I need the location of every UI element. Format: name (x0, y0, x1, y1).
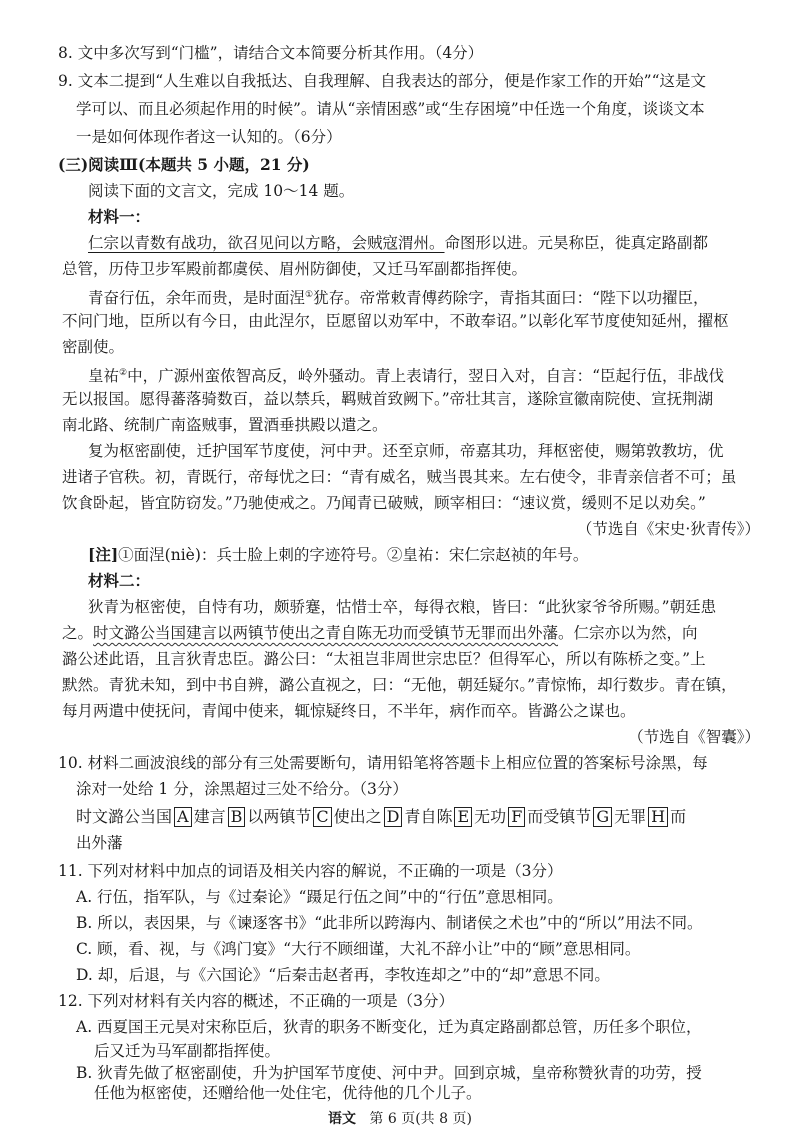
break-option-a[interactable]: A (174, 807, 192, 827)
footnote-mark: ② (119, 368, 128, 378)
material-1-p2-line-1 (88, 284, 709, 309)
break-option-c[interactable]: C (313, 807, 331, 827)
question-8: 8. 文中多次写到“门槛”，请结合文本简要分析其作用。（4分） (58, 44, 484, 62)
material-1-p2-line-3: 密副使。 (62, 338, 125, 356)
question-9-line-2: 学可以、而且必须起作用的时候”。请从“亲情困惑”或“生存困境”中任选一个角度，谈谈文本 (76, 100, 705, 118)
note-label: [注] (88, 545, 119, 564)
segment: 使出之 (333, 807, 382, 826)
material-1-p4-line-2: 进诸子官秩。初，青既行，帝每忧之曰：“青有威名，贼当畏其来。左右使令，非青亲信者不可；虽 (62, 468, 737, 486)
question-11-stem: 11. 下列对材料中加点的词语及相关内容的解说，不正确的一项是（3分） (58, 862, 563, 880)
text-segment: 。仁宗亦以为然，向 (558, 624, 698, 642)
segment: 建言 (193, 807, 226, 826)
text-segment: 命图形以进。元昊称臣，徙真定路副都 (444, 234, 709, 252)
text-segment: 皇祐 (88, 367, 120, 386)
question-11-option-c[interactable]: C. 顾，看、视，与《鸿门宴》“大行不顾细谨，大礼不辞小让”中的“顾”意思相同。 (76, 940, 641, 958)
segment: 时文潞公当国 (76, 807, 173, 826)
question-10-line-2: 涂对一处给 1 分，涂黑超过三处不给分。（3分） (76, 780, 408, 798)
wavy-underlined-passage: 时文潞公当国建言以两镇节使出之青自陈无功而受镇节无罪而出外藩 (93, 624, 559, 642)
question-10-line-1: 10. 材料二画波浪线的部分有三处需要断句，请用铅笔将答题卡上相应位置的答案标号涂黑，每 (58, 754, 708, 772)
question-11-option-a[interactable]: A. 行伍，指军队，与《过秦论》“蹑足行伍之间”中的“行伍”意思相同。 (76, 888, 563, 906)
section-intro: 阅读下面的文言文，完成 10～14 题。 (88, 182, 355, 200)
break-option-d[interactable]: D (384, 807, 403, 827)
material-2-line-3: 潞公述此语，且言狄青忠臣。潞公曰：“太祖岂非周世宗忠臣？但得军心，所以有陈桥之变。”上 (62, 650, 706, 668)
material-1-p4-line-3: 饮食卧起，皆宜防窃发。”乃驰使戒之。乃闻青已破贼，顾宰相曰：“速议赏，缓则不足以劝矣。” (62, 494, 706, 512)
question-12-option-b-line-1[interactable]: B. 狄青先做了枢密副使，升为护国军节度使、河中尹。回到京城，皇帝称赞狄青的功劳，授 (76, 1064, 702, 1082)
material-1-p1-line-1 (88, 232, 708, 254)
segment: 无罪 (614, 807, 647, 826)
break-option-f[interactable]: F (508, 807, 525, 827)
segment: 以两镇节 (247, 807, 312, 826)
text-segment: 青奋行伍，余年而贵，是时面涅 (88, 289, 306, 308)
segment: 而 (670, 807, 687, 826)
material-2-line-4: 默然。青犹未知，到中书自辨，潞公直视之，曰：“无他，朝廷疑尔。”青惊怖，却行数步。青在镇， (62, 676, 737, 694)
segment: 而受镇节 (527, 807, 592, 826)
material-1-p3-line-3: 南北路、统制广南盗贼事，置酒垂拱殿以遣之。 (62, 416, 388, 434)
page-footer (0, 1108, 800, 1128)
question-12-option-a-line-2: 后又迁为马军副都指挥使。 (94, 1042, 281, 1060)
text-segment: 中，广源州蛮侬智高反，岭外骚动。青上表请行，翌日入对，自言：“臣起行伍，非战伐 (127, 367, 725, 386)
break-option-h[interactable]: H (648, 807, 668, 827)
question-9-line-1: 9. 文本二提到“人生难以自我抵达、自我理解、自我表达的部分，便是作家工作的开始”“这是文 (58, 72, 706, 90)
question-12-option-a-line-1[interactable]: A. 西夏国王元昊对宋称臣后，狄青的职务不断变化，迁为真定路副都总管，历任多个职位， (76, 1018, 702, 1036)
subject-label: 语文 (328, 1111, 357, 1127)
break-option-e[interactable]: E (454, 807, 472, 827)
footnote-mark: ① (305, 290, 314, 300)
question-9-line-3: 一是如何体现作者这一认知的。（6分） (76, 128, 342, 146)
break-option-g[interactable]: G (593, 807, 612, 827)
material-2-line-1: 狄青为枢密使，自恃有功，颇骄蹇，怙惜士卒，每得衣粮，皆曰：“此狄家爷爷所赐。”朝廷患 (88, 598, 717, 616)
question-11-option-b[interactable]: B. 所以，表因果，与《谏逐客书》“此非所以跨海内、制诸侯之术也”中的“所以”用法不同。 (76, 914, 703, 932)
material-1-p3-line-2: 无以报国。愿得蕃落骑数百，益以禁兵，羁贼首致阙下。”帝壮其言，遂除宣徽南院使、宣抚荆湖 (62, 390, 714, 408)
material-2-line-5: 每月两遣中使抚问，青闻中使来，辄惊疑终日，不半年，病作而卒。皆潞公之谋也。 (62, 702, 636, 720)
question-11-option-d[interactable]: D. 却，后退，与《六国论》“后秦击赵者再，李牧连却之”中的“却”意思不同。 (76, 966, 610, 984)
question-10-options (76, 806, 686, 828)
segment: 青自陈 (404, 807, 453, 826)
material-1-p4-line-1: 复为枢密副使，迁护国军节度使，河中尹。还至京师，帝嘉其功，拜枢密使，赐第敦教坊，优 (88, 442, 724, 460)
material-1-p3-line-1 (88, 362, 724, 387)
segment: 无功 (474, 807, 507, 826)
section-header: (三)阅读Ⅲ(本题共 5 小题，21 分) (58, 155, 310, 174)
material-2-label: 材料二： (88, 571, 151, 590)
material-2-line-2 (62, 622, 698, 644)
page-number: 第 6 页(共 8 页) (369, 1111, 472, 1127)
material-1-source: （节选自《宋史·狄青传》） (576, 520, 760, 538)
material-2-source: （节选自《智囊》） (628, 728, 760, 746)
underlined-sentence: 仁宗以青数有战功，欲召见问以方略，会贼寇渭州。 (88, 234, 445, 252)
question-12-stem: 12. 下列对材料有关内容的概述，不正确的一项是（3分） (58, 992, 454, 1010)
question-10-line-4: 出外藩 (76, 834, 123, 852)
note-text: ①面涅(niè)：兵士脸上刺的字迹符号。②皇祐：宋仁宗赵祯的年号。 (118, 546, 589, 564)
material-1-p1-line-2: 总管，历侍卫步军殿前都虞侯、眉州防御使，又迁马军副都指挥使。 (62, 260, 528, 278)
material-1-p2-line-2: 不问门地，臣所以有今日，由此涅尔，臣愿留以劝军中，不敢奉诏。”以彰化军节度使知延州，擢枢 (62, 312, 729, 330)
annotation-note (88, 544, 588, 566)
question-12-option-b-line-2: 任他为枢密使，还赠给他一处住宅，优待他的几个儿子。 (94, 1084, 482, 1102)
text-segment: 之。 (62, 624, 94, 642)
text-segment: 犹存。帝常敕青傅药除字，青指其面曰：“陛下以功擢臣， (313, 289, 709, 308)
material-1-label: 材料一： (88, 207, 151, 226)
break-option-b[interactable]: B (228, 807, 246, 827)
